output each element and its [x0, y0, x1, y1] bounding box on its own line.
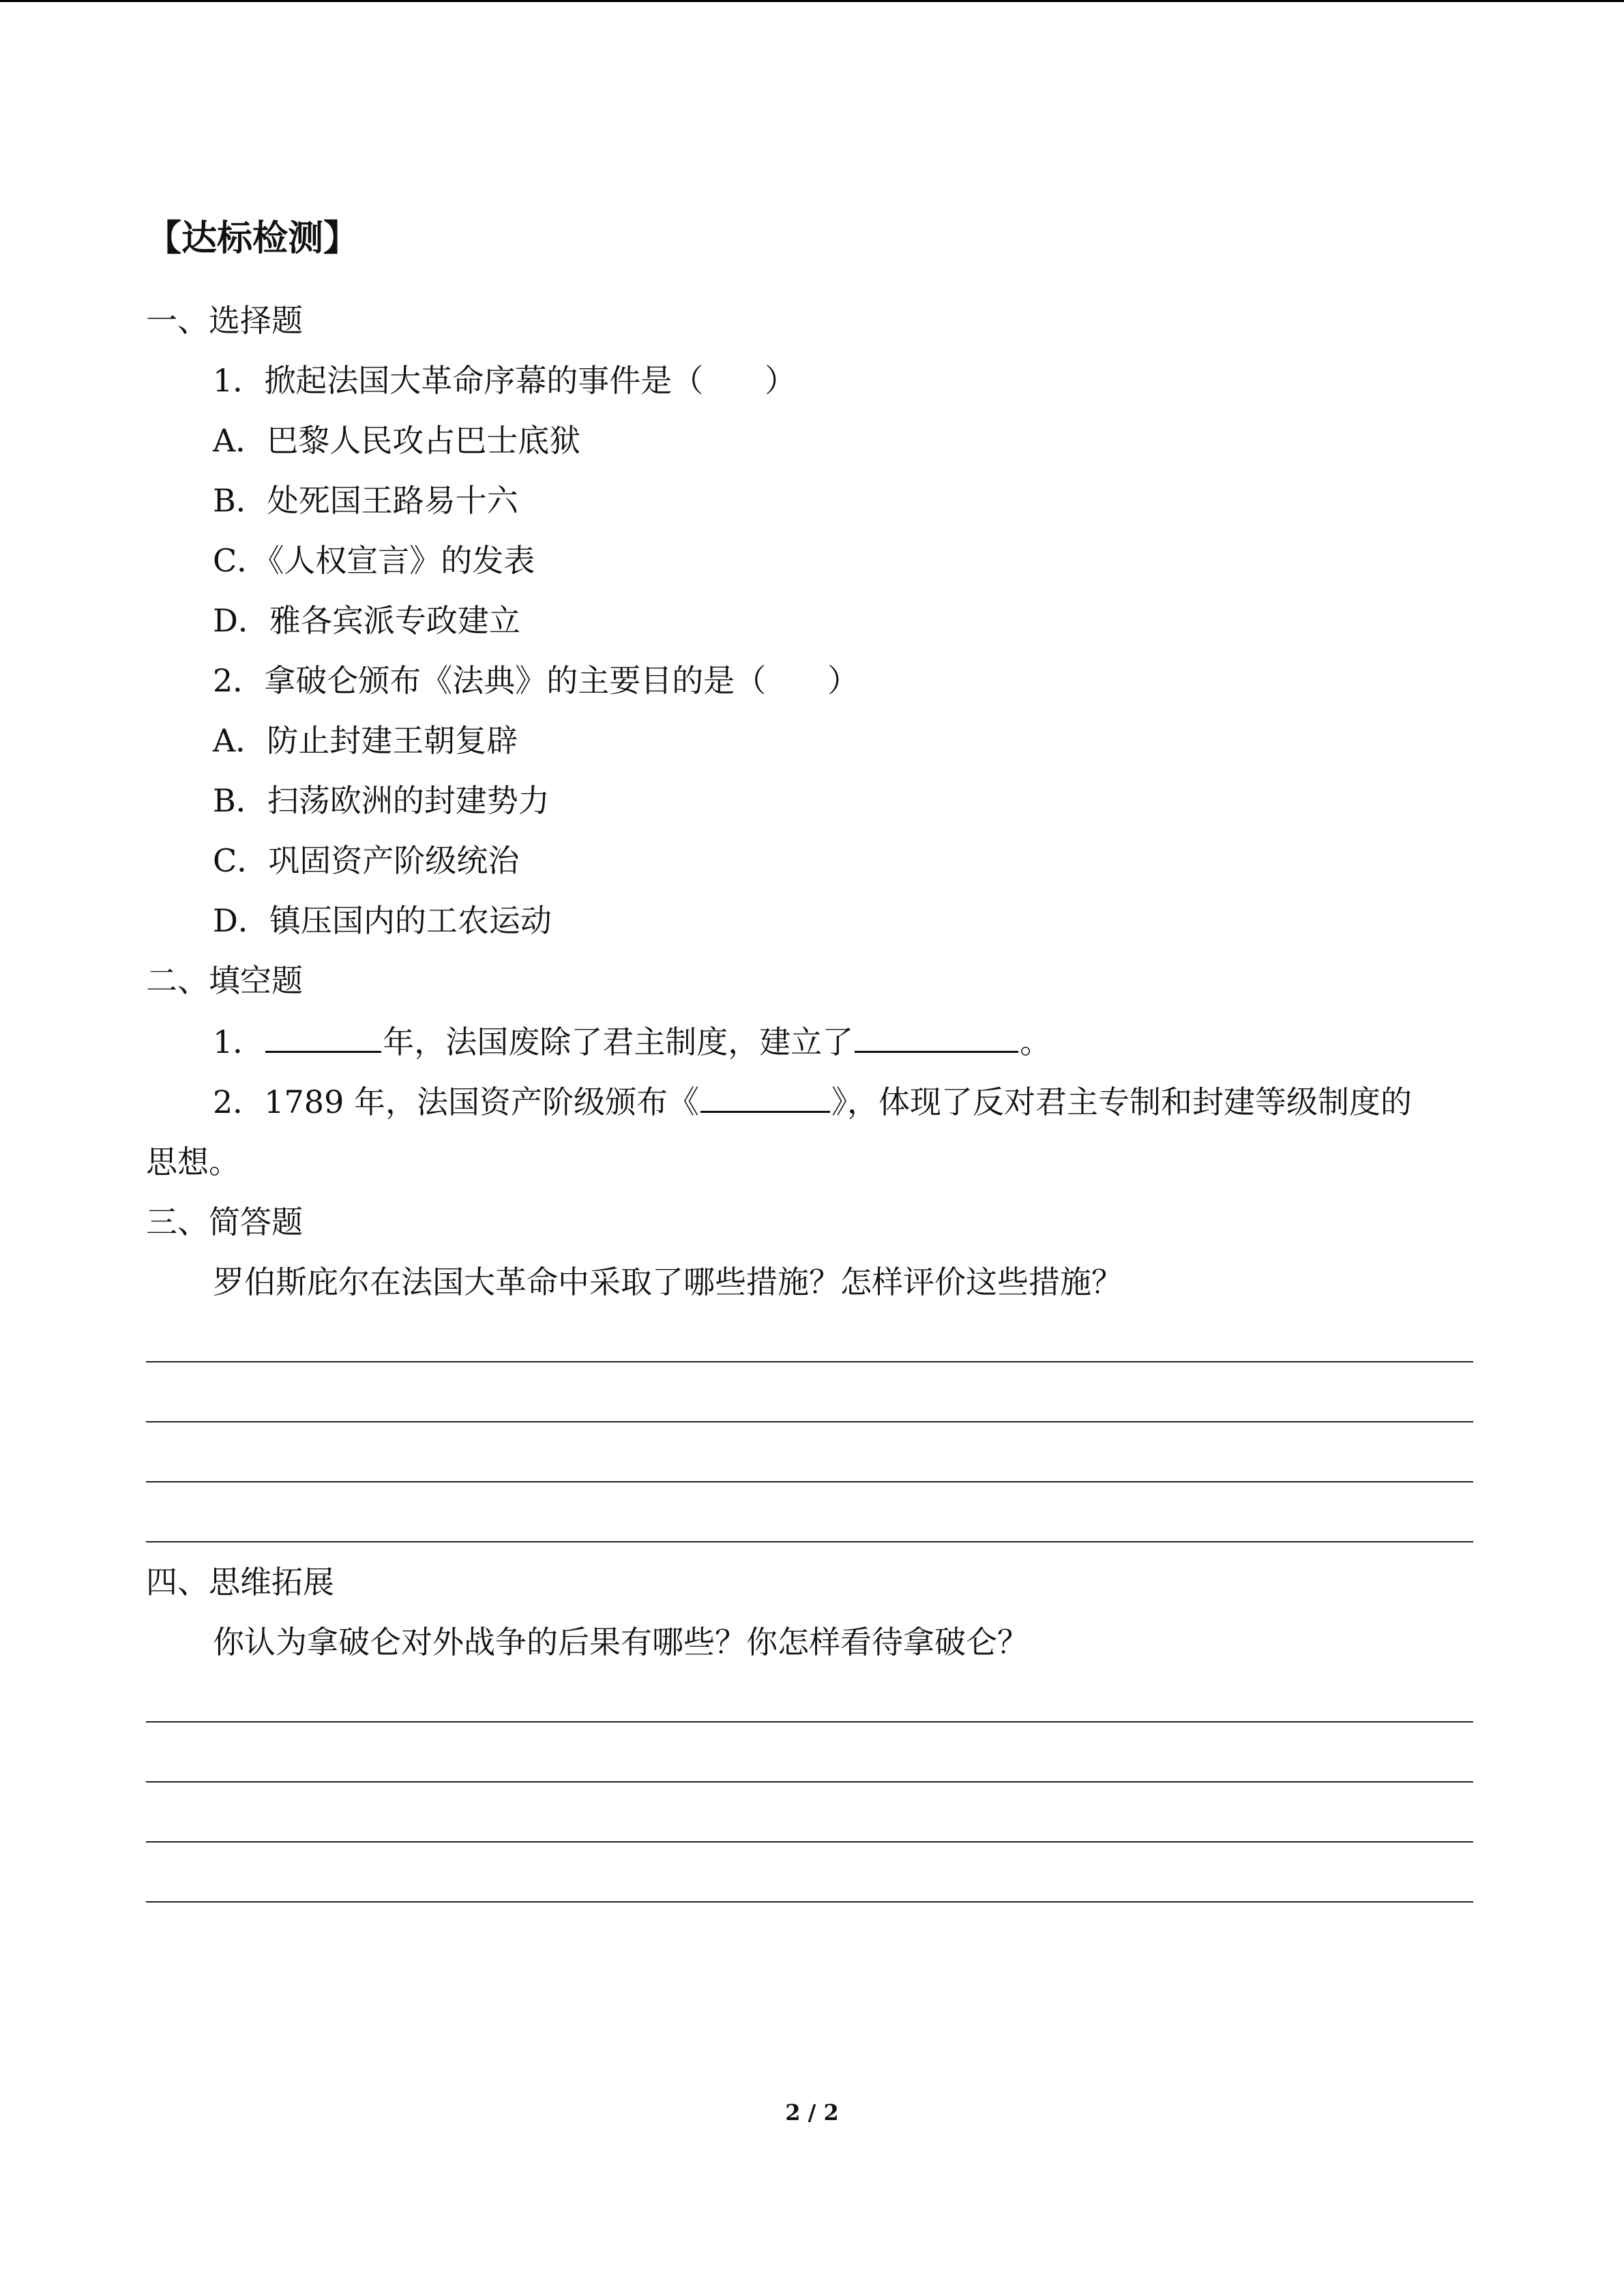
extension-question: 你认为拿破仑对外战争的后果有哪些？你怎样看待拿破仑？: [213, 1624, 1029, 1660]
answer-line[interactable]: [146, 1421, 1473, 1422]
question-1-stem: [213, 360, 796, 401]
question-1-option-a: A．巴黎人民攻占巴士底狱: [213, 422, 581, 459]
question-2-option-a: A．防止封建王朝复辟: [213, 722, 518, 759]
fill-question-2: [213, 1082, 1412, 1122]
fill-blank-regime[interactable]: [855, 1024, 1018, 1053]
question-1-text: 1．掀起法国大革命序幕的事件是（: [213, 362, 704, 399]
paren-close: ）: [765, 362, 797, 399]
question-2-option-b: B．扫荡欧洲的封建势力: [213, 782, 550, 819]
fill-1-end: 。: [1020, 1024, 1052, 1060]
answer-line[interactable]: [146, 1901, 1473, 1903]
answer-line[interactable]: [146, 1781, 1473, 1783]
question-1-option-b: B．处死国王路易十六: [213, 482, 518, 519]
question-2-option-d: D．镇压国内的工农运动: [213, 902, 552, 939]
answer-line[interactable]: [146, 1841, 1473, 1843]
section-heading-short-answer: 三、简答题: [146, 1204, 303, 1240]
page-title: 【达标检测】: [146, 218, 359, 259]
section-heading-extension: 四、思维拓展: [146, 1564, 334, 1600]
fill-blank-year[interactable]: [265, 1024, 381, 1053]
answer-line[interactable]: [146, 1361, 1473, 1362]
fill-1-mid: 年，法国废除了君主制度，建立了: [383, 1024, 854, 1060]
question-2-stem: [213, 660, 859, 701]
fill-2-end: 》，体现了反对君主专制和封建等级制度的: [831, 1084, 1412, 1120]
short-answer-question: 罗伯斯庇尔在法国大革命中采取了哪些措施？怎样评价这些措施？: [213, 1264, 1123, 1300]
answer-line[interactable]: [146, 1481, 1473, 1482]
answer-line[interactable]: [146, 1541, 1473, 1542]
question-1-option-d: D．雅各宾派专政建立: [213, 602, 520, 639]
answer-line[interactable]: [146, 1721, 1473, 1723]
section-heading-choice: 一、选择题: [146, 302, 303, 339]
page-number: 2 / 2: [785, 2100, 839, 2126]
fill-question-1: [213, 1022, 1051, 1062]
paren-close: ）: [827, 662, 859, 699]
fill-1-prefix: 1．: [213, 1024, 265, 1060]
section-heading-fill: 二、填空题: [146, 962, 303, 999]
question-2-text: 2．拿破仑颁布《法典》的主要目的是（: [213, 662, 767, 699]
fill-2-prefix: 2．1789 年，法国资产阶级颁布《: [213, 1084, 699, 1120]
question-2-option-c: C．巩固资产阶级统治: [213, 842, 520, 879]
question-1-option-c: C．《人权宣言》的发表: [213, 542, 535, 579]
fill-blank-document[interactable]: [700, 1084, 830, 1113]
fill-question-2-continuation: 思想。: [146, 1144, 240, 1180]
